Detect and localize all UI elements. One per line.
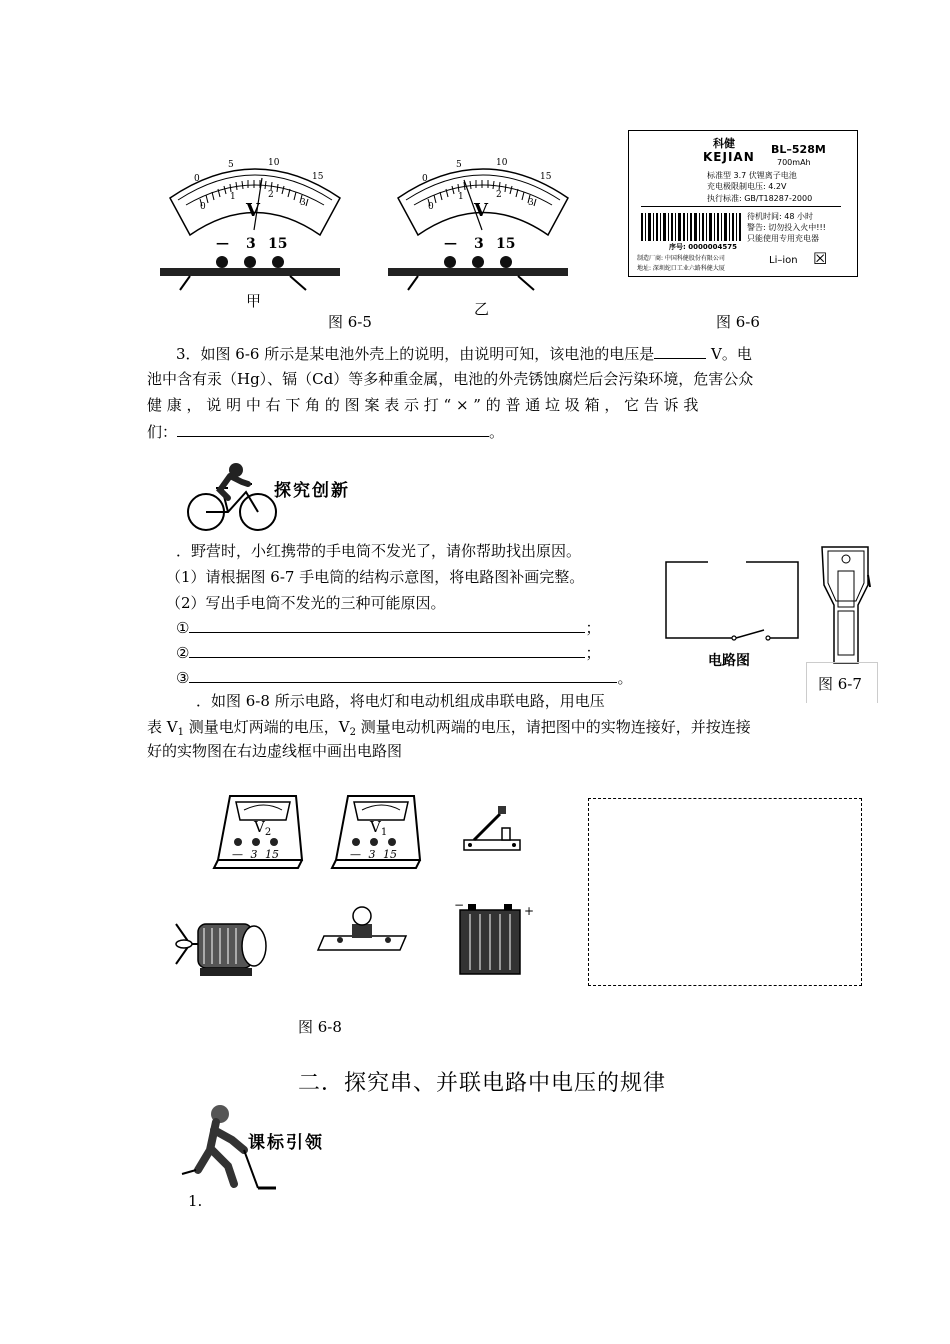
reason-3-marker: ③ (176, 669, 190, 687)
circuit-answer-box[interactable] (588, 798, 862, 986)
label-divider (641, 206, 841, 207)
meter-jia-label: 甲 (246, 292, 262, 310)
battery-plus: + (524, 904, 535, 918)
meter-yi-top-0: 0 (422, 174, 428, 184)
crossed-bin-icon: ☒ (813, 249, 828, 268)
meter-jia-bot-0: 0 (200, 202, 206, 212)
v1-terminals (350, 848, 397, 861)
q3-line3: 健 康 ， 说 明 中 右 下 角 的 图 案 表 示 打 “ × ” 的 普 通 垃 圾 箱 ， 它 告 诉 我 (147, 396, 699, 414)
flashlight-part2: （2）写出手电筒不发光的三种可能原因。 (166, 594, 446, 612)
light-bulb-device (316, 900, 412, 960)
meter-jia-unit: V (246, 200, 260, 221)
v1-term-neg: — (350, 848, 361, 861)
label-line2: 充电极限制电压: 4.2V (707, 182, 787, 191)
meter-jia-term-3: 3 (246, 236, 256, 252)
q3-line1-end: V。电 (706, 345, 752, 363)
v2-term-15: 15 (265, 848, 279, 861)
meter-yi-unit: V (474, 200, 488, 221)
battery-minus: − (454, 898, 465, 912)
section-2-item-1: 1. (188, 1192, 203, 1210)
flashlight-reason-1 (176, 616, 600, 639)
flashlight-structure-diagram (820, 545, 872, 665)
explore-heading: 探究创新 (274, 481, 350, 501)
v1-term-15: 15 (383, 848, 397, 861)
q3-line4-start: 们： (147, 423, 178, 441)
incomplete-circuit-diagram (664, 560, 804, 644)
meter-yi-term-3: 3 (474, 236, 484, 252)
section-2-title: 二．探究串、并联电路中电压的规律 (298, 1071, 667, 1096)
figure-6-8-caption: 图 6-8 (298, 1018, 342, 1036)
figure-6-6-caption: 图 6-6 (716, 313, 760, 331)
q3-line1-text: 3．如图 6-6 所示是某电池外壳上的说明，由说明可知，该电池的电压是 (176, 345, 655, 363)
series-line2-b: 测量电灯两端的电压，V (183, 718, 350, 736)
flashlight-part1: （1）请根据图 6-7 手电筒的结构示意图，将电路图补画完整。 (166, 568, 585, 586)
li-ion-text: Li–ion (769, 255, 798, 266)
figure-6-5-caption: 图 6-5 (328, 313, 372, 331)
v2-label-main: V (254, 818, 265, 836)
meter-jia-top-15: 15 (312, 172, 324, 182)
circuit-label: 电路图 (708, 653, 750, 669)
reason-3-blank[interactable] (189, 666, 617, 683)
meter-yi-label: 乙 (474, 300, 490, 318)
q3-line2: 池中含有汞（Hg）、镉（Cd）等多种重金属，电池的外壳锈蚀腐烂后会污染环境，危害公众 (147, 370, 754, 388)
series-line1: ．如图 6-8 所示电路，将电灯和电动机组成串联电路，用电压 (196, 692, 605, 710)
reason-1-semi: ； (585, 619, 601, 637)
knife-switch-device (460, 800, 524, 860)
q3-answer-blank[interactable] (177, 420, 489, 437)
q3-voltage-blank[interactable] (654, 342, 706, 359)
meter-jia-top-10: 10 (268, 158, 280, 168)
meter-jia-top-5: 5 (228, 160, 234, 170)
meter-yi-bot-0: 0 (428, 202, 434, 212)
label-line5: 警告: 切勿投入火中!!! (747, 223, 826, 232)
capacity: 700mAh (777, 158, 811, 167)
q3-line4-end: 。 (489, 423, 505, 441)
reason-2-blank[interactable] (189, 641, 585, 658)
meter-jia-bot-2: 2 (268, 190, 274, 200)
meter-yi-top-5: 5 (456, 160, 462, 170)
v1-term-3: 3 (368, 848, 376, 861)
serial-number: 序号: 0000004575 (669, 243, 737, 251)
v2-terminals (232, 848, 279, 861)
battery-device (454, 900, 530, 980)
flashlight-intro: ．野营时，小红携带的手电筒不发光了，请你帮助找出原因。 (176, 542, 582, 560)
series-line2-a: 表 V (147, 718, 178, 736)
v2-term-neg: — (232, 848, 243, 861)
reason-2-semi: ； (585, 644, 601, 662)
label-line3: 执行标准: GB/T18287-2000 (707, 194, 813, 203)
brand-en: KEJIAN (703, 150, 755, 164)
figure-6-7-caption: 图 6-7 (818, 675, 862, 693)
meter-yi-top-10: 10 (496, 158, 508, 168)
reason-1-blank[interactable] (189, 616, 585, 633)
reason-1-marker: ① (176, 619, 190, 637)
v2-label (254, 818, 271, 838)
v2-term-3: 3 (250, 848, 258, 861)
v1-label (370, 818, 387, 838)
electric-motor-device (170, 910, 274, 982)
label-line4: 待机时间: 48 小时 (747, 212, 813, 221)
maker: 制造厂商: 中国科健股份有限公司 (637, 255, 725, 262)
meter-yi-bot-1: 1 (458, 192, 464, 202)
v1-label-main: V (370, 818, 381, 836)
meter-yi-bot-3: 3 (528, 198, 534, 208)
meter-jia-term-neg: — (216, 236, 229, 251)
meter-jia-bot-1: 1 (230, 192, 236, 202)
figure-6-5 (150, 150, 590, 330)
section-2-heading: 课标引领 (248, 1133, 324, 1153)
meter-jia-bot-3: 3 (300, 198, 306, 208)
barcode (641, 213, 741, 241)
v1-label-sub: 1 (380, 827, 388, 838)
reason-2-marker: ② (176, 644, 190, 662)
series-line2-c: 测量电动机两端的电压，请把图中的实物连接好，并按连接 (355, 718, 751, 736)
label-line1: 标准型 3.7 伏锂离子电池 (707, 171, 797, 180)
brand-cn: 科健 (713, 137, 735, 150)
series-line2-sub2: 2 (349, 727, 356, 738)
reason-3-period: 。 (617, 669, 633, 687)
v2-label-sub: 2 (264, 827, 272, 838)
meter-yi-term-15: 15 (496, 236, 516, 252)
q3-line4 (147, 420, 504, 443)
cyclist-icon (186, 458, 278, 534)
meter-yi-bot-2: 2 (496, 190, 502, 200)
q3-line1 (176, 342, 752, 365)
series-line3: 好的实物图在右边虚线框中画出电路图 (147, 742, 403, 760)
flashlight-reason-3 (176, 666, 632, 689)
series-line2-sub1: 1 (177, 727, 184, 738)
model: BL–528M (771, 143, 826, 156)
meter-jia-term-15: 15 (268, 236, 288, 252)
meter-yi-term-neg: — (444, 236, 457, 251)
address: 地址: 深圳蛇口工业六路科健大厦 (637, 265, 725, 272)
flashlight-reason-2 (176, 641, 600, 664)
figure-6-6-battery-label (628, 130, 858, 277)
meter-yi-top-15: 15 (540, 172, 552, 182)
label-line6: 只能使用专用充电器 (747, 234, 819, 243)
meter-jia-top-0: 0 (194, 174, 200, 184)
